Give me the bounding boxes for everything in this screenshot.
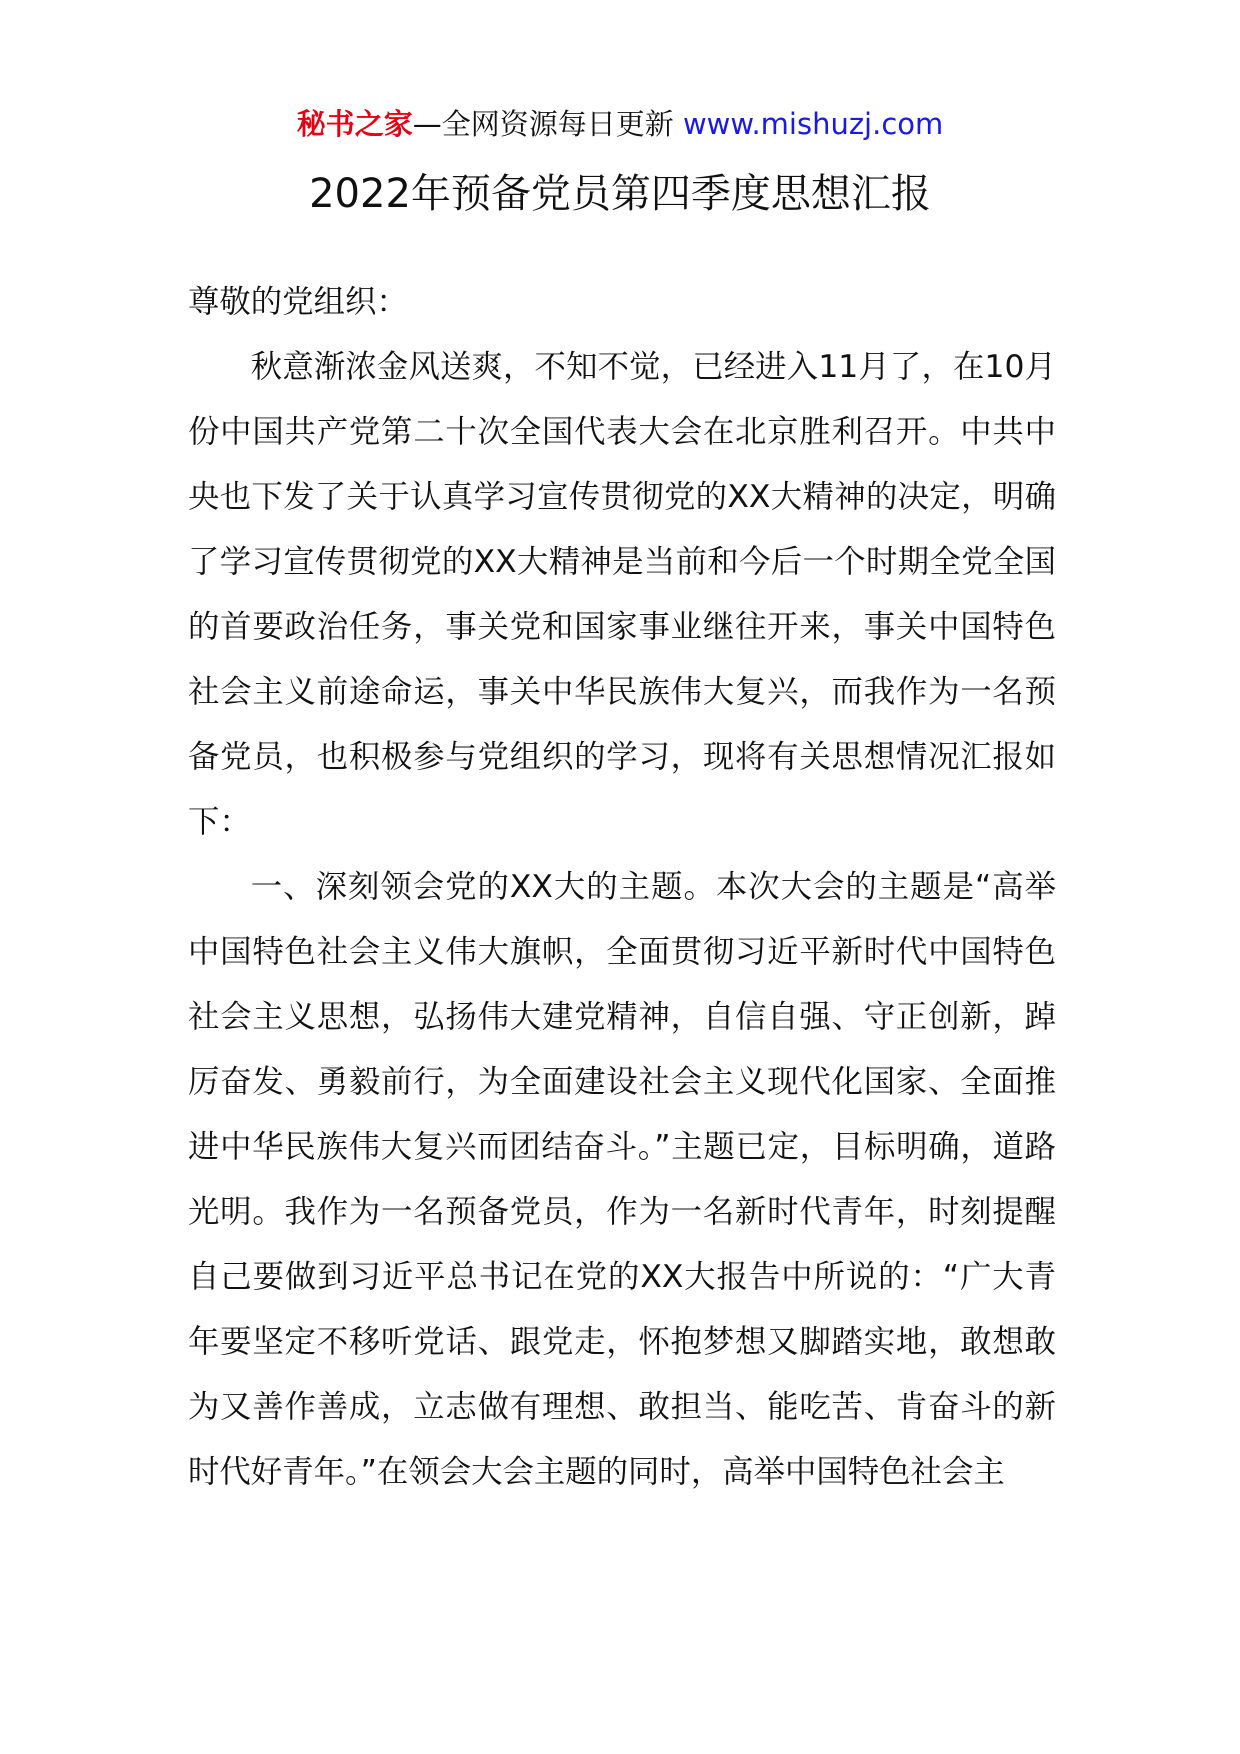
salutation: 尊敬的党组织： (188, 284, 408, 320)
document-title: 2022年预备党员第四季度思想汇报 (309, 171, 931, 217)
header-slogan: —全网资源每日更新 (412, 107, 674, 141)
site-header-banner (0, 104, 1240, 144)
site-url-link[interactable]: www.mishuzj.com (682, 107, 944, 141)
body-paragraph: 一、深刻领会党的XX大的主题。本次大会的主题是“高举中国特色社会主义伟大旗帜，全面贯彻习近平新时代中国特色社会主义思想，弘扬伟大建党精神，自信自强、守正创新，踔厉奋发、勇毅前行，为全面建设社会主义现代化国家、全面推进中华民族伟大复兴而团结奋斗。”主题已定，目标明确，道路光明。我作为一名预备党员，作为一名新时代青年，时刻提醒自己要做到习近平总书记在党的XX大报告中所说的：“广大青年要坚定不移听党话、跟党走，怀抱梦想又脚踏实地，敢想敢为又善作善成，立志做有理想、敢担当、能吃苦、肯奋斗的新时代好青年。”在领会大会主题的同时，高举中国特色社会主 (188, 869, 1056, 1490)
brand-name: 秘书之家 (296, 107, 413, 141)
document-body (188, 270, 1056, 1505)
body-paragraph: 秋意渐浓金风送爽，不知不觉，已经进入11月了，在10月份中国共产党第二十次全国代表大会在北京胜利召开。中共中央也下发了关于认真学习宣传贯彻党的XX大精神的决定，明确了学习宣传贯彻党的XX大精神是当前和今后一个时期全党全国的首要政治任务，事关党和国家事业继往开来，事关中国特色社会主义前途命运，事关中华民族伟大复兴，而我作为一名预备党员，也积极参与党组织的学习，现将有关思想情况汇报如下： (188, 349, 1056, 840)
